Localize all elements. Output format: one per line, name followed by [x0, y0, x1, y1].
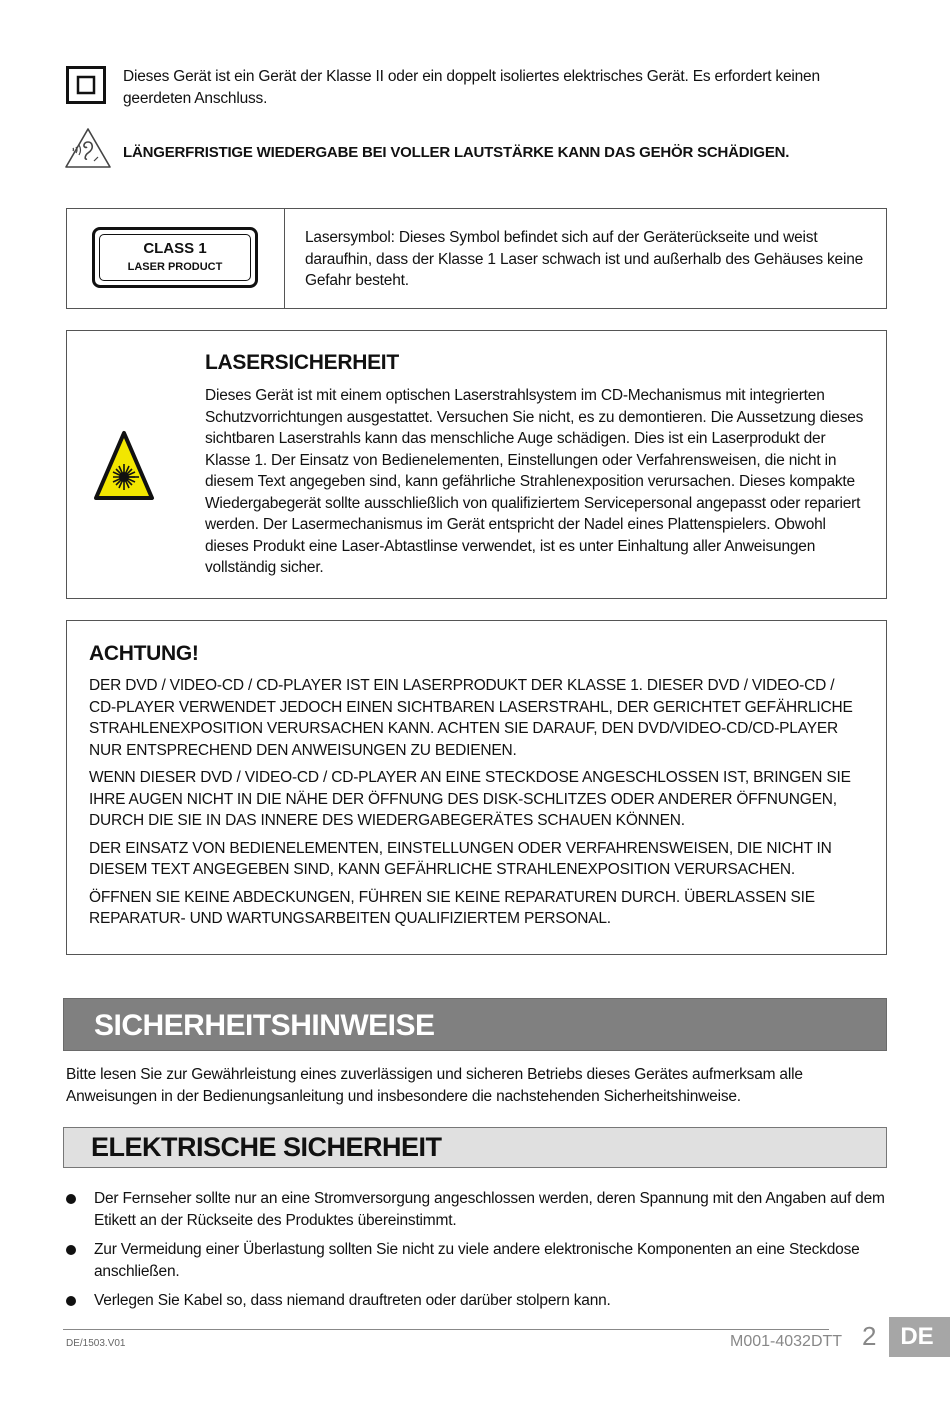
safety-intro: Bitte lesen Sie zur Gewährleistung eines zuverlässigen und sicheren Betriebs dieses Gerätes aufmerksam alle Anweisungen in der Bedienungsanleitung und insbesondere die nachstehenden Sicherheitshinweise. — [66, 1066, 803, 1105]
list-item — [66, 1290, 886, 1312]
list-item — [66, 1239, 886, 1282]
bullet-text: Verlegen Sie Kabel so, dass niemand drauftreten oder darüber stolpern kann. — [94, 1292, 611, 1309]
laser-warning-icon — [93, 430, 155, 502]
laser-safety-title: LASERSICHERHEIT — [205, 351, 399, 374]
bullet-text: Zur Vermeidung einer Überlastung sollten Sie nicht zu viele andere elektronische Komponenten an eine Steckdose anschließen. — [94, 1241, 860, 1280]
laser-label-divider — [284, 209, 285, 308]
hearing-damage-icon — [64, 126, 112, 170]
caution-box — [66, 620, 887, 955]
safety-section-header — [63, 998, 887, 1051]
class-ii-double-insulation-icon — [66, 66, 106, 104]
laser-label-line1: CLASS 1 — [143, 240, 207, 257]
caution-title: ACHTUNG! — [89, 642, 199, 665]
page-number: 2 — [862, 1321, 877, 1351]
laser-label-line2: LASER PRODUCT — [127, 261, 223, 273]
caution-paragraph: WENN DIESER DVD / VIDEO-CD / CD-PLAYER AN EINE STECKDOSE ANGESCHLOSSEN IST, BRINGEN SIE IHRE AUGEN NICHT IN DIE NÄHE DER ÖFFNUNG DES DISK-SCHLITZES ODER ANDERER ÖFFNUNGEN, DURCH DIE SIE IN DAS INNERE DES WIEDERGABEGERÄTES SCHAUEN KÖNNEN. — [89, 769, 851, 829]
laser-label-description: Lasersymbol: Dieses Symbol befindet sich auf der Geräterückseite und weist daraufhin, dass der Klasse 1 Laser schwach ist und außerhalb des Gehäuses keine Gefahr besteht. — [305, 229, 864, 289]
caution-paragraph: DER DVD / VIDEO-CD / CD-PLAYER IST EIN LASERPRODUKT DER KLASSE 1. DIESER DVD / VIDEO-CD / CD-PLAYER VERWENDET JEDOCH EINEN SICHTBAREN LASERSTRAHL, DER GERICHTET GEFÄHRLICHE STRAHLENEXPOSITION VERURSACHEN KANN. ACHTEN SIE DARAUF, DEN DVD/VIDEO-CD/CD-PLAYER NUR ENTSPRECHEND DEN ANWEISUNGEN ZU BEDIENEN. — [89, 677, 853, 759]
bullet-dot — [66, 1245, 76, 1255]
electrical-section-header — [63, 1127, 887, 1168]
laser-label-box — [66, 208, 887, 309]
language-badge-label: DE — [900, 1323, 934, 1350]
language-badge — [889, 1317, 950, 1357]
footer-model: M001-4032DTT — [730, 1333, 843, 1350]
bullet-text: Der Fernseher sollte nur an eine Stromversorgung angeschlossen werden, deren Spannung mit den Angaben auf dem Etikett an der Rückseite des Produktes übereinstimmt. — [94, 1190, 885, 1229]
class1-laser-label — [92, 227, 258, 288]
list-item — [66, 1188, 886, 1231]
safety-section-title: SICHERHEITSHINWEISE — [94, 1009, 435, 1042]
caution-body — [89, 675, 864, 936]
bullet-dot — [66, 1194, 76, 1204]
electrical-section-title: ELEKTRISCHE SICHERHEIT — [91, 1132, 442, 1162]
footer-rule — [63, 1329, 829, 1330]
bullet-dot — [66, 1296, 76, 1306]
laser-safety-box — [66, 330, 887, 599]
hearing-warning: LÄNGERFRISTIGE WIEDERGABE BEI VOLLER LAUTSTÄRKE KANN DAS GEHÖR SCHÄDIGEN. — [123, 144, 790, 161]
laser-safety-body: Dieses Gerät ist mit einem optischen Laserstrahlsystem im CD-Mechanismus mit integrierten Schutzvorrichtungen ausgestattet. Versuchen Sie nicht, es zu demontieren. Die Aussetzung dieses sichtbaren Laserstrahls kann das menschliche Auge schädigen. Dies ist ein Laserprodukt der Klasse 1. Der Einsatz von Bedienelementen, Einstellungen oder Verfahrensweisen, die nicht in diesem Text angegeben sind, kann gefährliche Strahlenexposition verursachen. Dieses kompakte Wiedergabegerät sollte ausschließlich von qualifiziertem Servicepersonal angepasst oder repariert werden. Der Lasermechanismus im Gerät entspricht der Nadel eines Plattenspielers. Obwohl dieses Produkt eine Laser-Abtastlinse verwendet, ist es unter Einhaltung aller Anweisungen vollständig sicher. — [205, 387, 864, 576]
footer-doc-code: DE/1503.V01 — [66, 1338, 126, 1349]
caution-paragraph: DER EINSATZ VON BEDIENELEMENTEN, EINSTELLUNGEN ODER VERFAHRENSWEISEN, DIE NICHT IN DIESEM TEXT ANGEGEBEN SIND, KANN GEFÄHRLICHE STRAHLENEXPOSITION VERURSACHEN. — [89, 839, 832, 878]
caution-paragraph: ÖFFNEN SIE KEINE ABDECKUNGEN, FÜHREN SIE KEINE REPARATUREN DURCH. ÜBERLASSEN SIE REPARATUR- UND WARTUNGSARBEITEN QUALIFIZIERTEM PERSONAL. — [89, 888, 815, 927]
class-ii-text: Dieses Gerät ist ein Gerät der Klasse II oder ein doppelt isoliertes elektrisches Gerät. Es erfordert keinen geerdeten Anschluss. — [123, 68, 820, 107]
